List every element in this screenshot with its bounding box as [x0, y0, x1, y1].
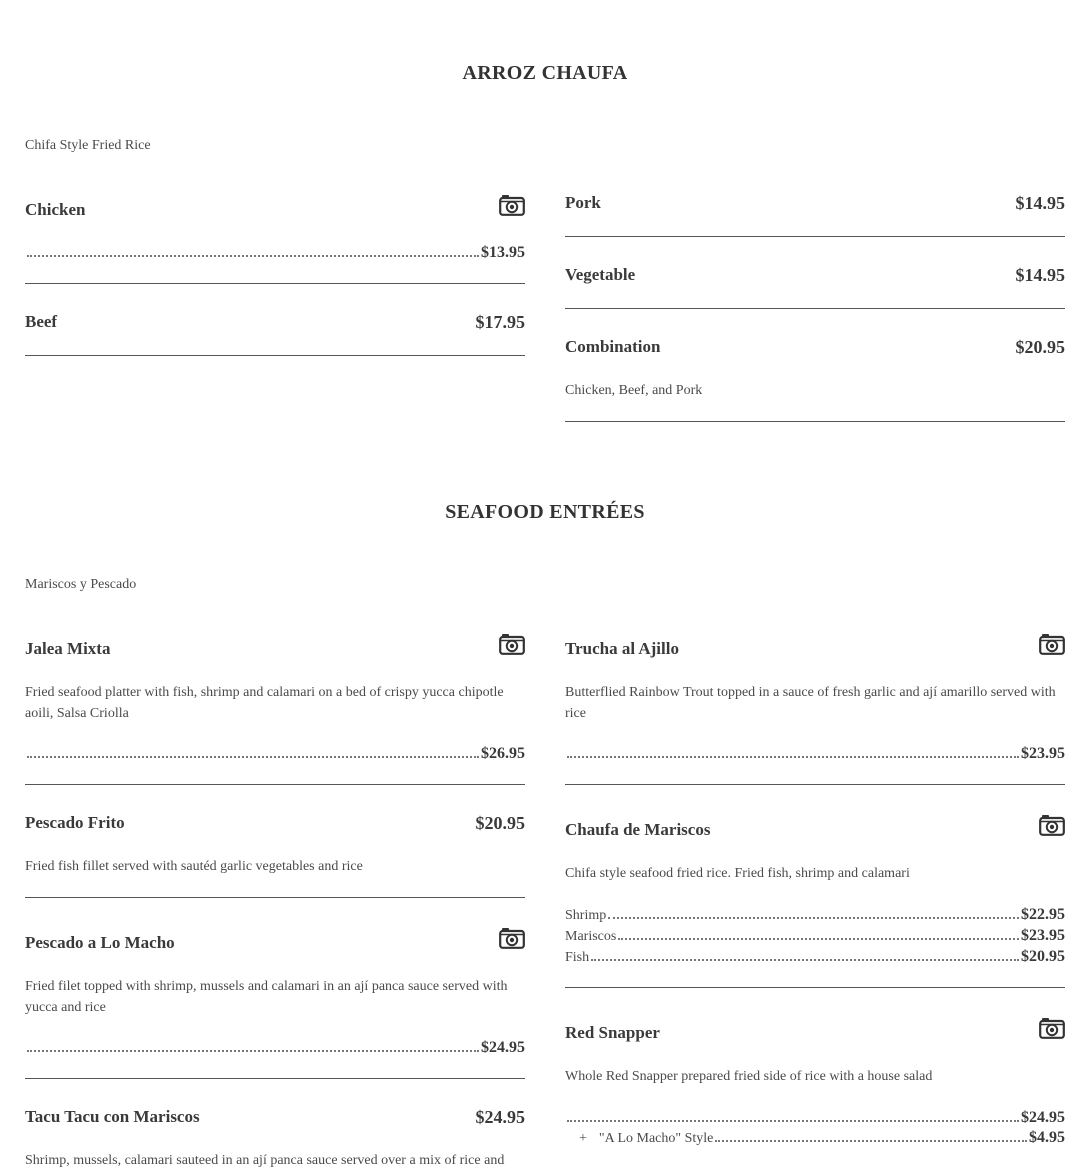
camera-icon[interactable]: [499, 927, 525, 949]
menu-item-chaufa-de-mariscos: [565, 820, 1065, 965]
option-price: $22.95: [1021, 906, 1065, 923]
item-name: Trucha al Ajillo: [565, 639, 679, 658]
menu-item-red-snapper: [565, 1023, 1065, 1146]
item-description: Fried seafood platter with fish, shrimp and calamari on a bed of crispy yucca chipotle aoili, Salsa Criolla: [25, 685, 504, 721]
divider: [25, 355, 525, 356]
item-name: Pork: [565, 193, 601, 212]
menu-item-tacu-tacu-con-mariscos: [25, 1107, 525, 1168]
option-price: $20.95: [1021, 948, 1065, 965]
camera-icon[interactable]: [1039, 633, 1065, 655]
item-price: $14.95: [1015, 265, 1065, 285]
item-description: Fried filet topped with shrimp, mussels and calamari in an ají panca sauce served with yucca and rice: [25, 979, 508, 1015]
divider: [565, 987, 1065, 988]
menu-item-vegetable: [565, 265, 1065, 293]
item-name: Jalea Mixta: [25, 639, 111, 658]
menu-item-chicken: [25, 200, 525, 261]
item-name: Combination: [565, 337, 661, 356]
item-price: $13.95: [481, 244, 525, 261]
item-description: Fried fish fillet served with sautéd garlic vegetables and rice: [25, 859, 363, 874]
plus-icon: +: [579, 1131, 587, 1146]
divider: [565, 421, 1065, 422]
option-row-shrimp: [565, 904, 1065, 924]
addon-row: [565, 1127, 1065, 1147]
camera-icon[interactable]: [1039, 1017, 1065, 1039]
divider: [25, 1078, 525, 1079]
item-price: $24.95: [475, 1107, 525, 1127]
item-description: Shrimp, mussels, calamari sauteed in an ají panca sauce served over a mix of rice and: [25, 1153, 505, 1168]
item-price: $24.95: [1021, 1109, 1065, 1126]
menu-item-beef: [25, 312, 525, 340]
dot-leader: [27, 255, 479, 257]
option-label: Fish: [565, 950, 590, 965]
menu-item-pescado-a-lo-macho: [25, 933, 525, 1056]
section-title-seafood-entrees: SEAFOOD ENTRÉES: [445, 501, 645, 523]
item-price: $23.95: [1021, 745, 1065, 762]
section-subtitle: Chifa Style Fried Rice: [25, 138, 151, 153]
item-name: Pescado a Lo Macho: [25, 933, 175, 952]
divider: [565, 784, 1065, 785]
option-row-fish: [565, 946, 1065, 966]
dot-leader: [567, 756, 1019, 758]
menu-item-pescado-frito: [25, 813, 525, 874]
item-name: Vegetable: [565, 265, 636, 284]
menu-item-jalea-mixta: [25, 639, 525, 762]
option-label: Shrimp: [565, 908, 607, 923]
dot-leader: [618, 938, 1019, 940]
dot-leader: [27, 1050, 479, 1052]
item-price: $14.95: [1015, 193, 1065, 213]
item-description: Butterflied Rainbow Trout topped in a sauce of fresh garlic and ají amarillo served with rice: [565, 685, 1056, 721]
item-price: $26.95: [481, 745, 525, 762]
item-name: Chicken: [25, 200, 86, 219]
divider: [565, 308, 1065, 309]
item-price: $24.95: [481, 1039, 525, 1056]
menu-item-pork: [565, 193, 1065, 221]
item-price: $20.95: [475, 813, 525, 833]
camera-icon[interactable]: [499, 194, 525, 216]
option-row-mariscos: [565, 925, 1065, 945]
menu-item-trucha-al-ajillo: [565, 639, 1065, 762]
addon-label: "A Lo Macho" Style: [598, 1131, 714, 1146]
camera-icon[interactable]: [499, 633, 525, 655]
item-name: Chaufa de Mariscos: [565, 820, 711, 839]
item-description: Chifa style seafood fried rice. Fried fish, shrimp and calamari: [565, 866, 910, 881]
item-name: Beef: [25, 312, 58, 331]
section-title-arroz-chaufa: ARROZ CHAUFA: [462, 62, 628, 84]
item-name: Pescado Frito: [25, 813, 125, 832]
item-description: Whole Red Snapper prepared fried side of rice with a house salad: [565, 1069, 933, 1084]
menu-item-combination: [565, 337, 1065, 398]
camera-icon[interactable]: [1039, 814, 1065, 836]
item-price: $17.95: [475, 312, 525, 332]
divider: [25, 283, 525, 284]
dot-leader: [591, 959, 1019, 961]
divider: [25, 784, 525, 785]
option-price: $23.95: [1021, 927, 1065, 944]
item-name: Red Snapper: [565, 1023, 660, 1042]
dot-leader: [27, 756, 479, 758]
dot-leader: [715, 1140, 1027, 1142]
option-label: Mariscos: [565, 929, 617, 944]
divider: [565, 236, 1065, 237]
dot-leader: [608, 917, 1019, 919]
item-price: $20.95: [1015, 337, 1065, 357]
item-description: Chicken, Beef, and Pork: [565, 383, 703, 398]
section-subtitle: Mariscos y Pescado: [25, 577, 137, 592]
dot-leader: [567, 1120, 1019, 1122]
item-name: Tacu Tacu con Mariscos: [25, 1107, 200, 1126]
addon-price: $4.95: [1029, 1129, 1065, 1146]
divider: [25, 897, 525, 898]
